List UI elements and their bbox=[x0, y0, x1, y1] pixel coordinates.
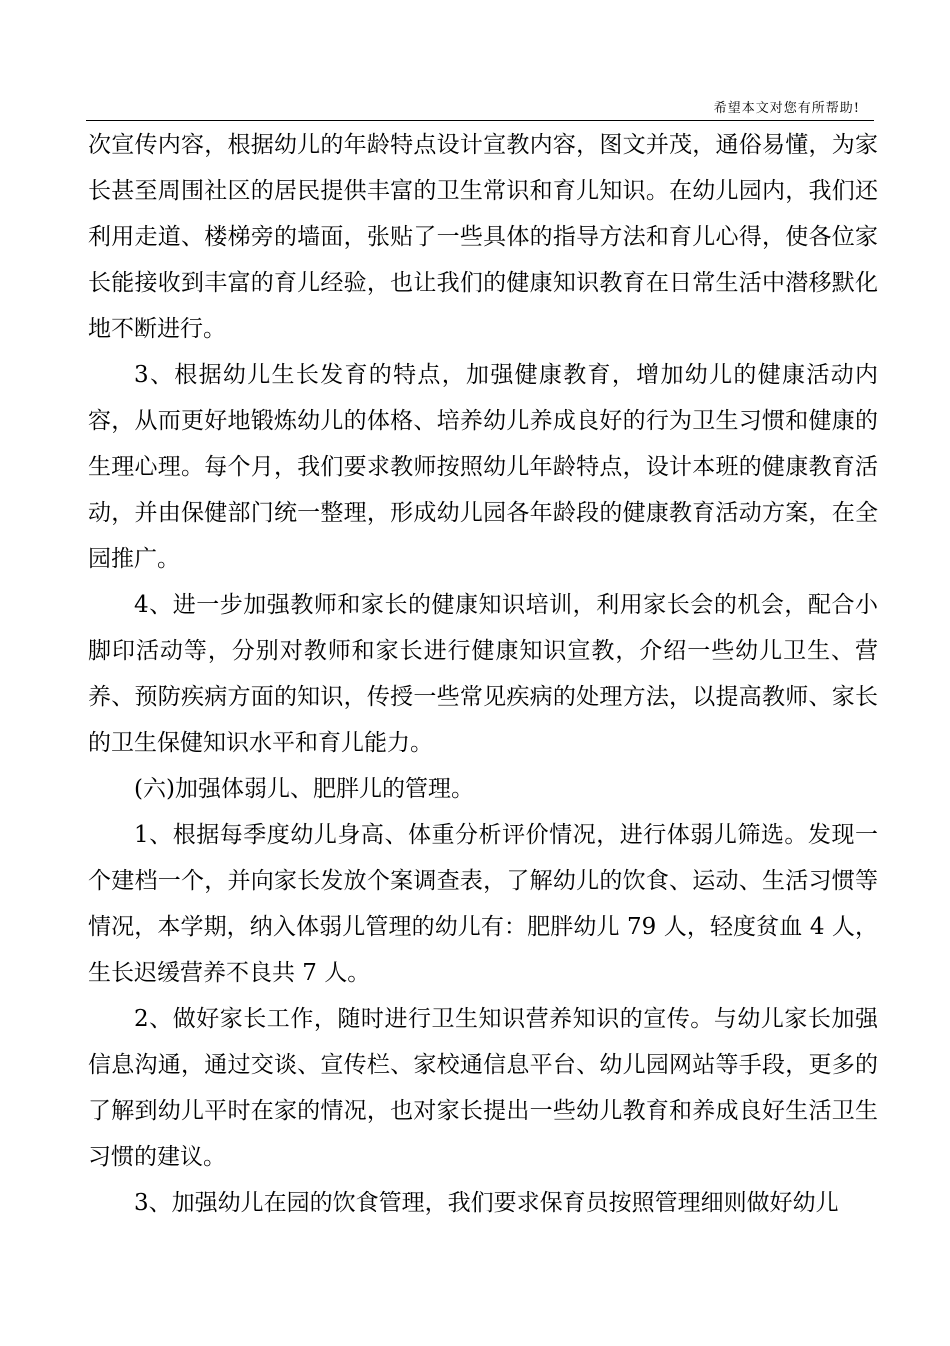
paragraph-continued: 次宣传内容，根据幼儿的年龄特点设计宣教内容，图文并茂，通俗易懂，为家长甚至周围社区的居民提供丰富的卫生常识和育儿知识。在幼儿园内，我们还利用走道、楼梯旁的墙面，张贴了一些具体的指导方法和育儿心得，使各位家长能接收到丰富的育儿经验，也让我们的健康知识教育在日常生活中潜移默化地不断进行。 bbox=[88, 132, 878, 342]
page-header-note: 希望本文对您有所帮助! bbox=[713, 101, 860, 116]
paragraph-screening: 1、根据每季度幼儿身高、体重分析评价情况，进行体弱儿筛选。发现一个建档一个，并向家长发放个案调查表，了解幼儿的饮食、运动、生活习惯等情况，本学期，纳入体弱儿管理的幼儿有：肥胖幼儿 79 人，轻度贫血 4 人，生长迟缓营养不良共 7 人。 bbox=[88, 822, 878, 986]
section-heading-weak-children: (六)加强体弱儿、肥胖儿的管理。 bbox=[134, 776, 474, 802]
paragraph-diet-management: 3、加强幼儿在园的饮食管理，我们要求保育员按照管理细则做好幼儿 bbox=[134, 1190, 839, 1216]
header-divider bbox=[86, 120, 874, 121]
document-body bbox=[88, 122, 878, 1226]
paragraph-health-education: 3、根据幼儿生长发育的特点，加强健康教育，增加幼儿的健康活动内容，从而更好地锻炼幼儿的体格、培养幼儿养成良好的行为卫生习惯和健康的生理心理。每个月，我们要求教师按照幼儿年龄特点，设计本班的健康教育活动，并由保健部门统一整理，形成幼儿园各年龄段的健康教育活动方案，在全园推广。 bbox=[88, 362, 878, 572]
paragraph-parent-work: 2、做好家长工作，随时进行卫生知识营养知识的宣传。与幼儿家长加强信息沟通，通过交谈、宣传栏、家校通信息平台、幼儿园网站等手段，更多的了解到幼儿平时在家的情况，也对家长提出一些幼儿教育和养成良好生活卫生习惯的建议。 bbox=[88, 1006, 878, 1170]
paragraph-training: 4、进一步加强教师和家长的健康知识培训，利用家长会的机会，配合小脚印活动等，分别对教师和家长进行健康知识宣教，介绍一些幼儿卫生、营养、预防疾病方面的知识，传授一些常见疾病的处理方法，以提高教师、家长的卫生保健知识水平和育儿能力。 bbox=[88, 592, 878, 756]
